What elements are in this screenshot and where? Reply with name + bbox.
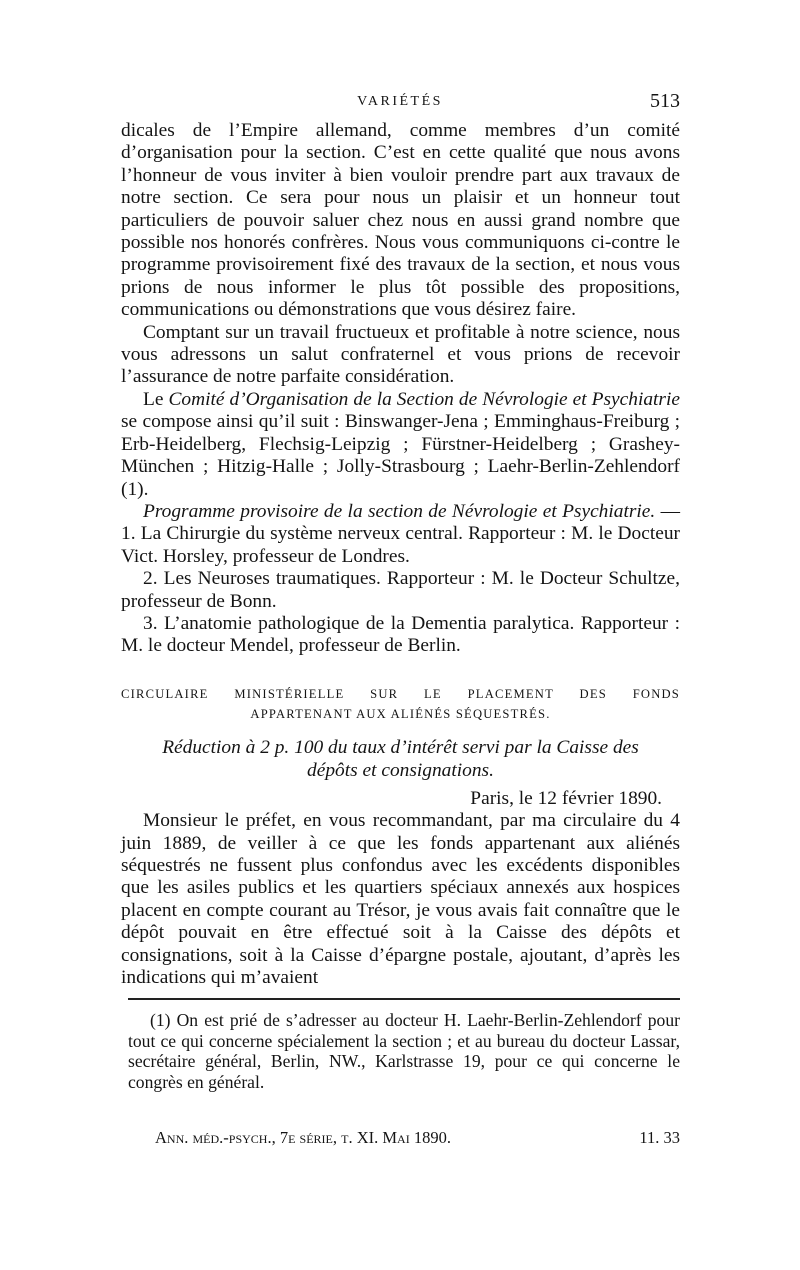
running-title: VARIÉTÉS bbox=[357, 94, 443, 109]
footnote bbox=[128, 1010, 680, 1092]
paragraph-committee bbox=[121, 389, 680, 501]
section-heading bbox=[121, 684, 680, 724]
page-footer bbox=[155, 1128, 680, 1148]
paragraph-continuation: dicales de l’Empire allemand, comme membres d’un comité d’organisation pour la section. C’est en cette qualité que nous avons l’honneur de vous inviter à bien vouloir prendre part aux travaux de notre section. Ce sera pour nous un plaisir et un honneur tout particuliers de pouvoir saluer chez nous en aussi grand nombre que possible nos honorés confrères. Nous vous communiquons ci-contre le programme provisoirement fixé des travaux de la section, et nous vous prions de nous informer le plus tôt possible des propositions, communications ou démonstrations que vous désirez faire. bbox=[121, 120, 680, 321]
committee-lead: Le bbox=[143, 388, 169, 410]
footnote-text: (1) On est prié de s’adresser au docteur H. Laehr-Berlin-Zehlendorf pour tout ce qui concerne spécialement la section ; et au bureau du docteur Lassar, secrétaire général, Berlin, NW., Karlstrasse 19, pour ce qui concerne le congrès en général. bbox=[128, 1010, 680, 1092]
programme-item-2: 2. Les Neuroses traumatiques. Rapporteur : M. le Docteur Schultze, professeur de Bonn. bbox=[121, 568, 680, 612]
paragraph-programme bbox=[121, 501, 680, 568]
section-subtitle-line-2: dépôts et consignations. bbox=[307, 759, 494, 781]
section-subtitle-line-1: Réduction à 2 p. 100 du taux d’intérêt servi par la Caisse des bbox=[162, 736, 639, 758]
section-heading-line-2: APPARTENANT AUX ALIÉNÉS SÉQUESTRÉS. bbox=[250, 706, 551, 721]
section-heading-line-1: CIRCULAIRE MINISTÉRIELLE SUR LE PLACEMENT DES FONDS bbox=[121, 686, 680, 701]
main-text bbox=[121, 120, 680, 989]
committee-title: Comité d’Organisation de la Section de Névrologie et Psychiatrie bbox=[168, 388, 680, 410]
paragraph-circular: Monsieur le préfet, en vous recommandant, par ma circulaire du 4 juin 1889, de veiller à ce que les fonds appartenant aux aliénés séquestrés ne fussent plus confondus avec les excédents disponibles que les asiles publics et les quartiers spéciaux annexés aux hospices placent en compte courant au Trésor, je vous avais fait connaître que le dépôt pouvait en être effectué soit à la Caisse des dépôts et consignations, soit à la Caisse d’épargne postale, ajoutant, d’après les indications qui m’avaient bbox=[121, 810, 680, 988]
dateline: Paris, le 12 février 1890. bbox=[470, 787, 662, 809]
section-subtitle bbox=[121, 736, 680, 782]
journal-citation: Ann. méd.-psych., 7e série, t. XI. Mai 1890. bbox=[155, 1128, 451, 1147]
programme-item-3: 3. L’anatomie pathologique de la Dementia paralytica. Rapporteur : M. le docteur Mendel, professeur de Berlin. bbox=[121, 612, 680, 657]
committee-members: se compose ainsi qu’il suit : Binswanger-Jena ; Emminghaus-Freiburg ; Erb-Heidelberg, Flechsig-Leipzig ; Fürstner-Heidelberg ; Grashey-München ; Hitzig-Halle ; Jolly-Strasbourg ; Laehr-Berlin-Zehlendorf (1). bbox=[121, 411, 680, 500]
programme-title: Programme provisoire de la section de Névrologie et Psychiatrie. bbox=[143, 500, 656, 522]
page-number: 513 bbox=[650, 90, 680, 112]
footnote-divider bbox=[128, 998, 680, 1000]
signature-mark: 11. 33 bbox=[639, 1128, 680, 1147]
page-header bbox=[120, 90, 680, 116]
paragraph-salutation: Comptant sur un travail fructueux et profitable à notre science, nous vous adressons un salut confraternel et vous prions de recevoir l’assurance de notre parfaite considération. bbox=[121, 321, 680, 388]
programme-item-1: — 1. La Chirurgie du système nerveux central. Rapporteur : M. le Docteur Vict. Horsley, professeur de Londres. bbox=[121, 500, 680, 567]
